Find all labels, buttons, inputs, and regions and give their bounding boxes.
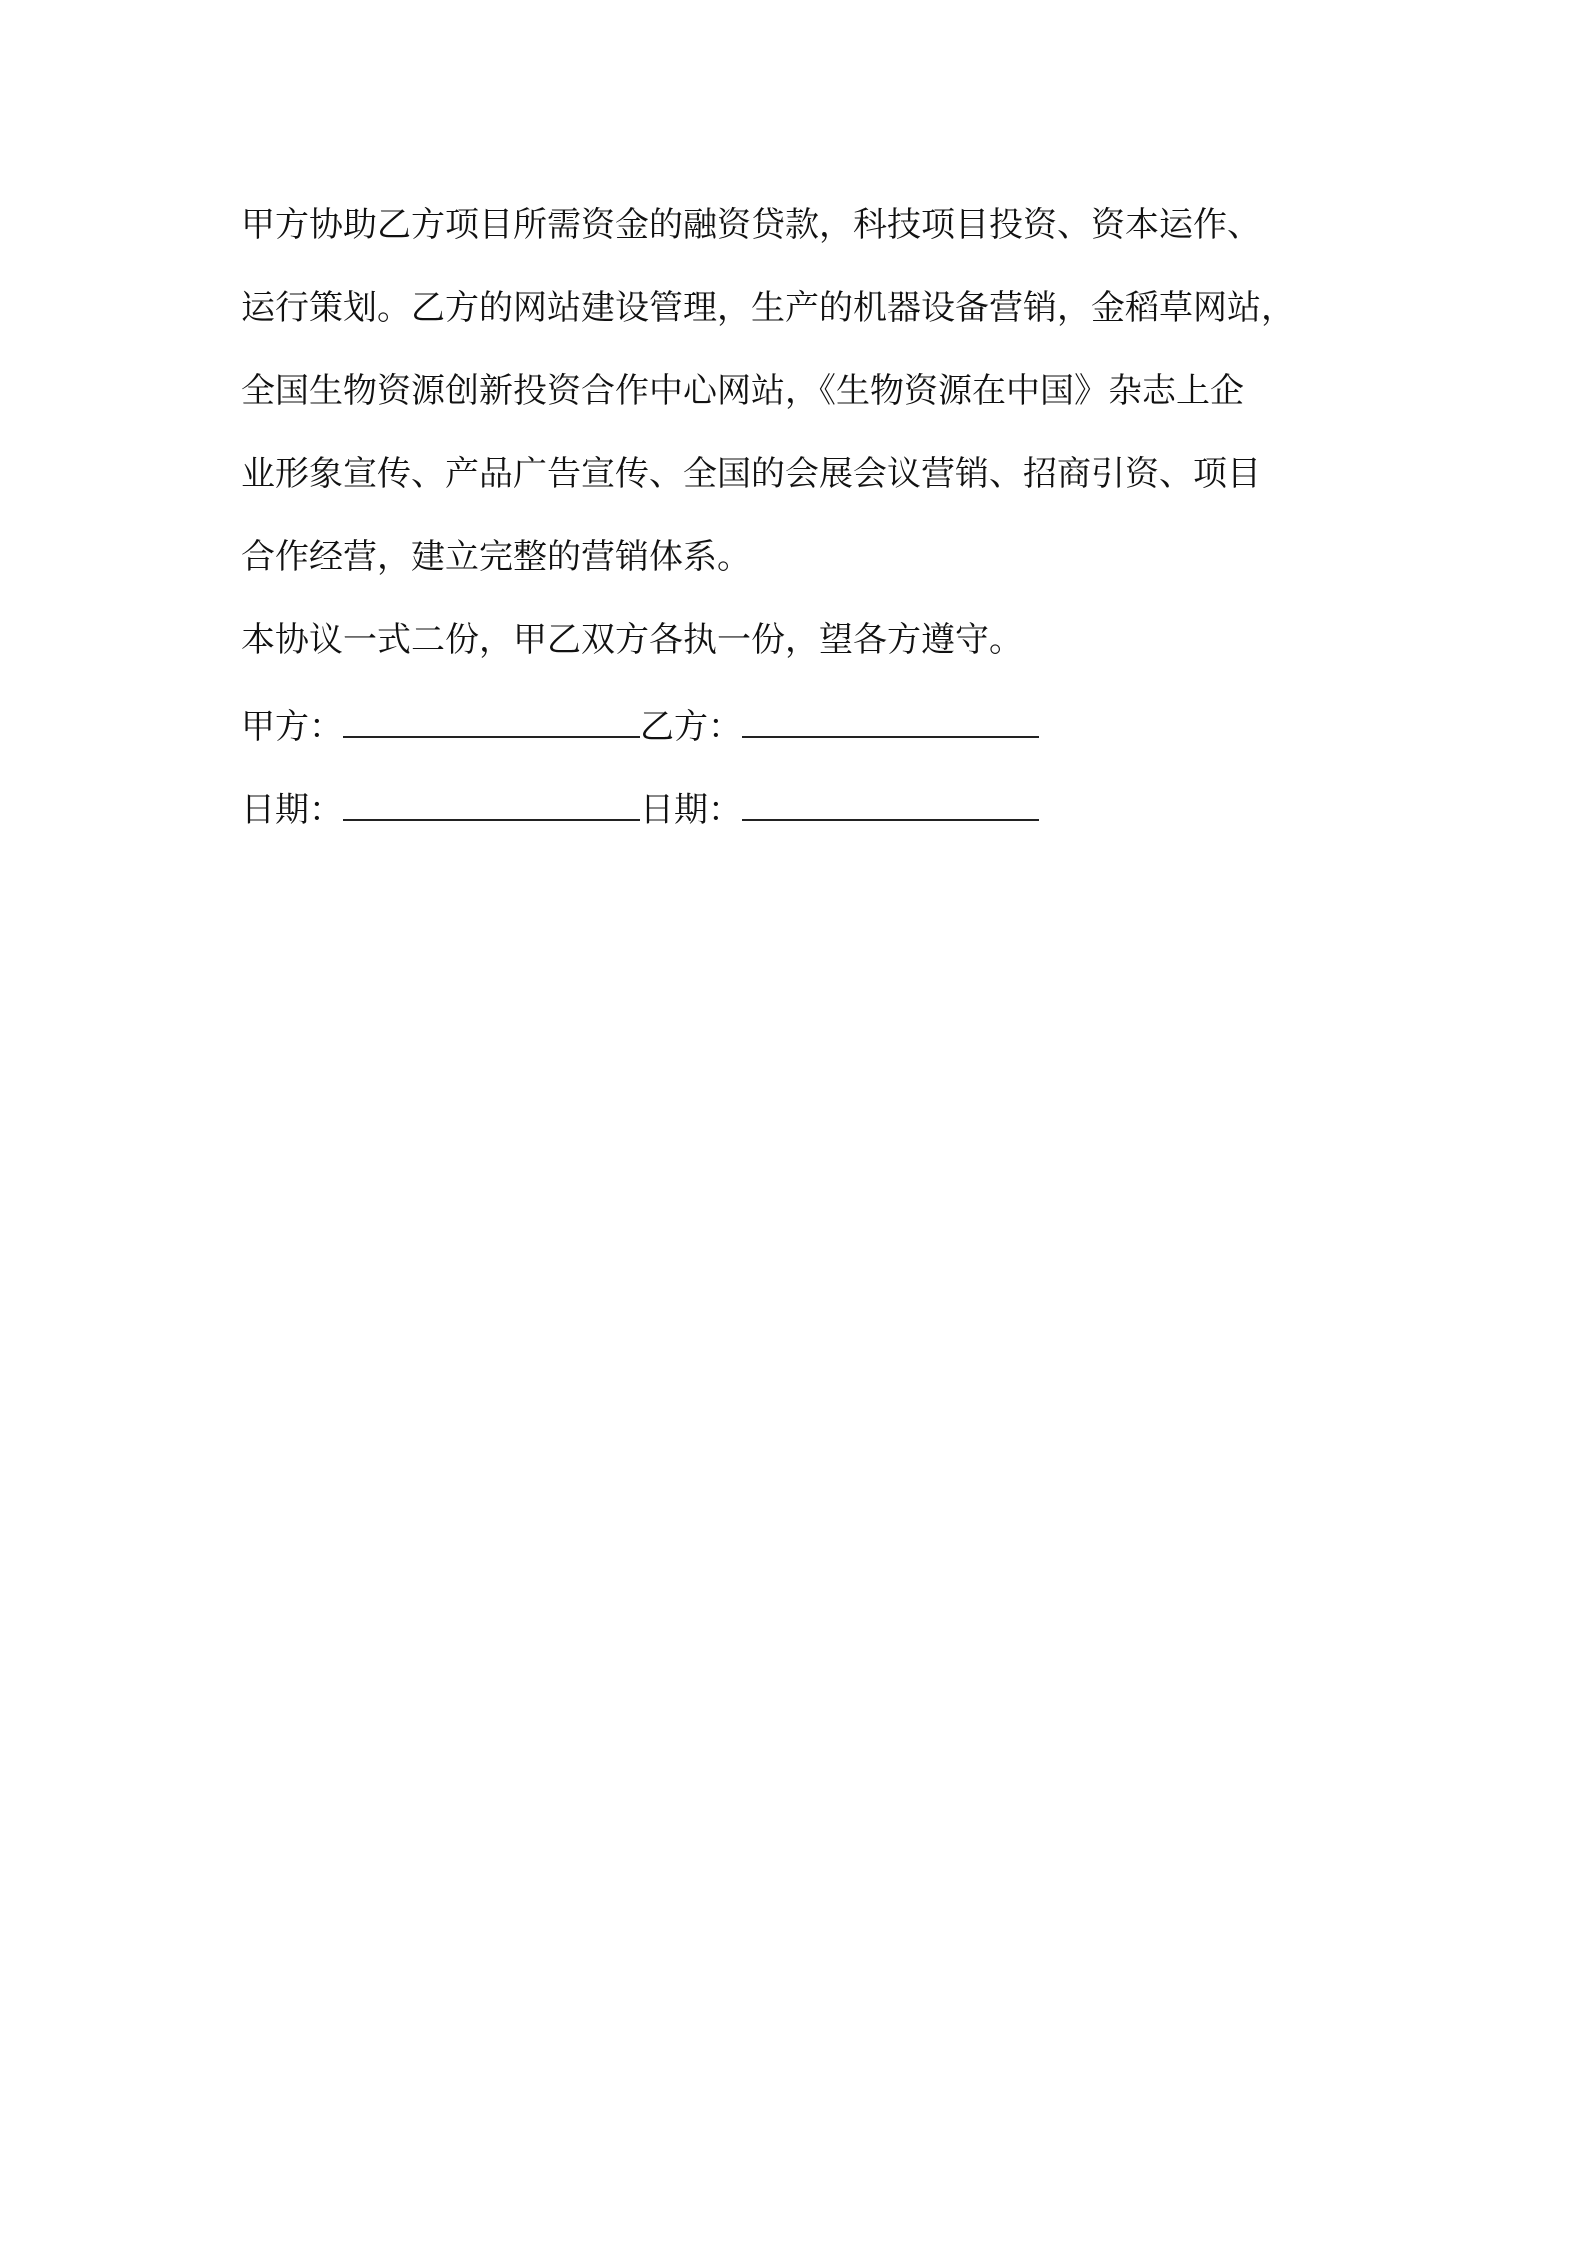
paragraph-line: 合作经营，建立完整的营销体系。	[241, 537, 751, 577]
party-b-signature-blank[interactable]	[742, 698, 1039, 738]
party-b-label: 乙方：	[640, 707, 742, 747]
paragraph-line: 全国生物资源创新投资合作中心网站，《生物资源在中国》杂志上企	[241, 371, 1244, 411]
document-body	[241, 200, 1361, 864]
party-a-signature-blank[interactable]	[343, 698, 640, 738]
date-a-blank[interactable]	[343, 781, 640, 821]
party-a-label: 甲方：	[241, 707, 343, 747]
paragraph-line: 甲方协助乙方项目所需资金的融资贷款，科技项目投资、资本运作、	[241, 205, 1261, 245]
date-a-label: 日期：	[241, 790, 343, 830]
copies-statement: 本协议一式二份，甲乙双方各执一份，望各方遵守。	[241, 620, 1023, 660]
date-row	[241, 781, 1361, 864]
party-signature-row	[241, 698, 1361, 781]
date-b-blank[interactable]	[742, 781, 1039, 821]
paragraph-line: 运行策划。乙方的网站建设管理，生产的机器设备营销，金稻草网站，	[241, 288, 1295, 328]
paragraph-line: 业形象宣传、产品广告宣传、全国的会展会议营销、招商引资、项目	[241, 454, 1261, 494]
date-b-label: 日期：	[640, 790, 742, 830]
